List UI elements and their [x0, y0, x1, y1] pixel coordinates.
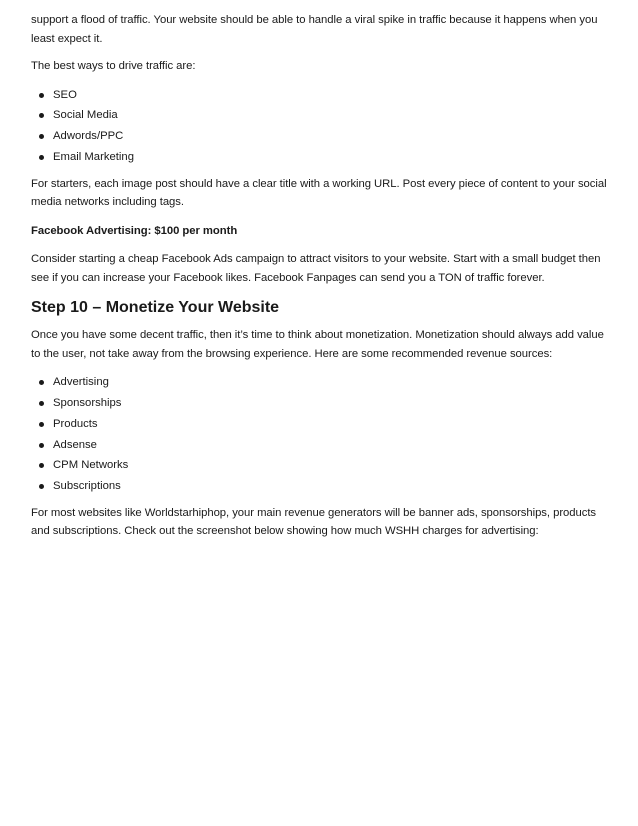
bullet-icon: [39, 443, 44, 448]
list-item-label: Products: [53, 417, 98, 430]
list-item: [31, 476, 611, 497]
list-item: [31, 147, 611, 168]
starters-paragraph: For starters, each image post should have a clear title with a working URL. Post every piece of content to your social media networks including tags.: [31, 177, 607, 209]
list-item-label: Social Media: [53, 109, 118, 122]
bullet-icon: [39, 93, 44, 98]
list-item: [31, 85, 611, 106]
traffic-intro-text: The best ways to drive traffic are:: [31, 60, 196, 72]
bullet-icon: [39, 484, 44, 489]
list-item-label: Sponsorships: [53, 396, 122, 409]
bullet-icon: [39, 380, 44, 385]
document-page: [31, 11, 611, 541]
list-item: [31, 105, 611, 126]
list-item: [31, 393, 611, 414]
bullet-icon: [39, 401, 44, 406]
traffic-methods-list: [31, 85, 611, 168]
list-item-label: Adsense: [53, 438, 97, 451]
list-item-label: CPM Networks: [53, 459, 129, 472]
list-item-label: Advertising: [53, 376, 109, 389]
bullet-icon: [39, 113, 44, 118]
list-item: [31, 414, 611, 435]
bullet-icon: [39, 155, 44, 160]
facebook-advertising-heading: Facebook Advertising: $100 per month: [31, 224, 238, 237]
list-item-label: Email Marketing: [53, 150, 134, 163]
step-10-heading: Step 10 – Monetize Your Website: [31, 299, 280, 317]
monetize-paragraph: Once you have some decent traffic, then it’s time to think about monetization. Monetization should always add value to the user, not take away from the browsing experience. Here are some recommended revenue sources:: [31, 329, 604, 360]
list-item: [31, 455, 611, 476]
list-item: [31, 126, 611, 147]
list-item-label: SEO: [53, 88, 77, 101]
bullet-icon: [39, 463, 44, 468]
intro-continuation-paragraph: support a flood of traffic. Your website should be able to handle a viral spike in traffic because it happens when you least expect it.: [31, 14, 598, 45]
list-item: [31, 435, 611, 456]
revenue-sources-list: [31, 372, 611, 497]
list-item-label: Subscriptions: [53, 480, 121, 493]
bullet-icon: [39, 134, 44, 139]
bullet-icon: [39, 422, 44, 427]
list-item-label: Adwords/PPC: [53, 130, 124, 143]
list-item: [31, 372, 611, 393]
facebook-paragraph: Consider starting a cheap Facebook Ads campaign to attract visitors to your website. Start with a small budget then see if you can increase your Facebook likes. Facebook Fanpages can send you a TON of traffic forever.: [31, 253, 601, 284]
closing-paragraph: For most websites like Worldstarhiphop, your main revenue generators will be banner ads, sponsorships, products and subscriptions. Check out the screenshot below showing how much WSHH charges for advertising:: [31, 506, 597, 538]
